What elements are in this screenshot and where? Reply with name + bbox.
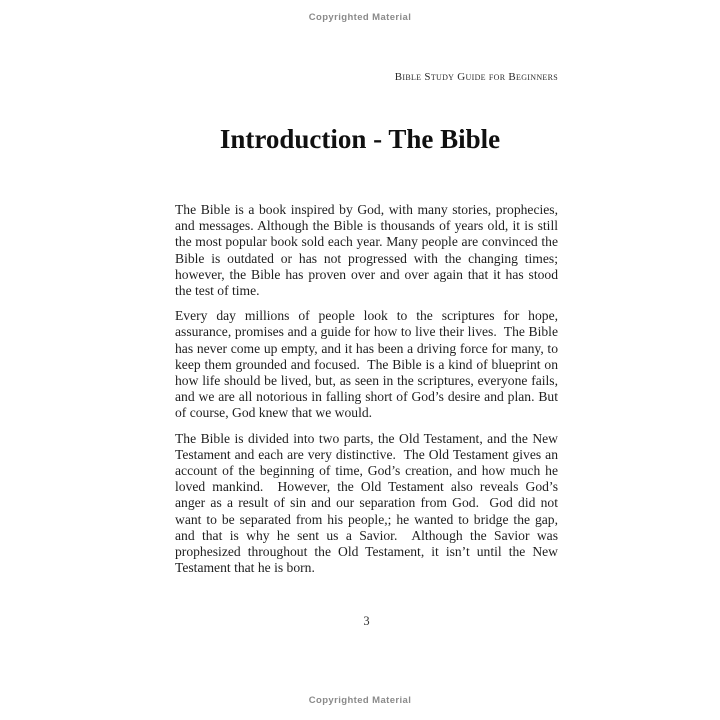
- copyright-notice-top: Copyrighted Material: [308, 12, 412, 23]
- running-header: Bible Study Guide for Beginners: [394, 71, 558, 83]
- page-number: 3: [363, 614, 370, 628]
- body-paragraph: The Bible is a book inspired by God, with many stories, prophecies, and messages. Although the Bible is thousands of years old, it is still the most popular book sold each year. Many people are convinced the Bible is outdated or has not progressed with the changing times; however, the Bible has proven over and over again that it has stood the test of time.: [175, 202, 562, 299]
- chapter-title: Introduction - The Bible: [219, 124, 501, 155]
- body-paragraph: The Bible is divided into two parts, the Old Testament, and the New Testament and each are very distinctive. The Old Testament gives an account of the beginning of time, God’s creation, and how much he loved mankind. However, the Old Testament also reveals God’s anger as a result of sin and our separation from God. God did not want to be separated from his people,; he wanted to bridge the gap, and that is why he sent us a Savior. Although the Savior was prophesized throughout the Old Testament, it isn’t until the New Testament that he is born.: [175, 430, 562, 576]
- body-text-block: [175, 202, 562, 585]
- body-paragraph: Every day millions of people look to the scriptures for hope, assurance, promises and a guide for how to live their lives. The Bible has never come up empty, and it has been a driving force for many, to keep them grounded and focused. The Bible is a kind of blueprint on how life should be lived, but, as seen in the scriptures, everyone fails, and we are all notorious in falling short of God’s desire and plan. But of course, God knew that we would.: [175, 308, 562, 421]
- copyright-notice-bottom: Copyrighted Material: [308, 695, 412, 706]
